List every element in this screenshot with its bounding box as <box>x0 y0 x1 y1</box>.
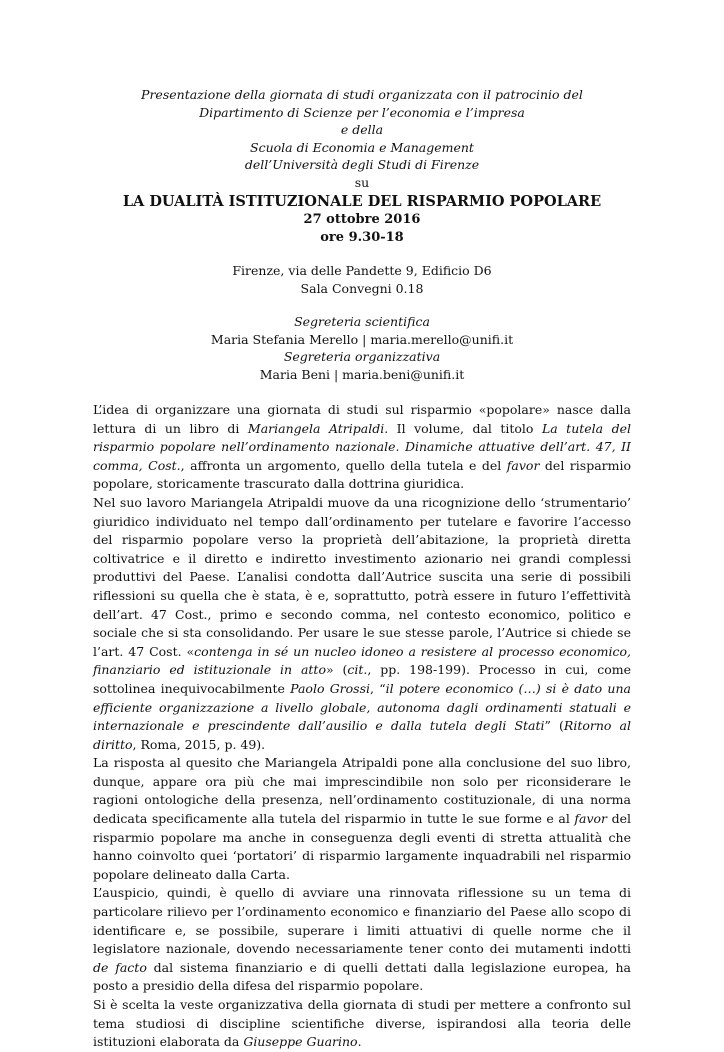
event-time: ore 9.30-18 <box>320 229 404 245</box>
paragraph-5: Si è scelta la veste organizzativa della giornata di studi per mettere a confronto sul tema studiosi di discipline scientifiche diverse, ispirandosi alla teoria delle istituzioni elaborata da Giuseppe Guarino. <box>93 997 631 1050</box>
sponsor-line: Presentazione della giornata di studi organizzata con il patrocinio del <box>141 87 583 102</box>
event-date: 27 ottobre 2016 <box>303 212 421 227</box>
paragraph-2: Nel suo lavoro Mariangela Atripaldi muove da una ricognizione dello ‘strumentario’ giuridico individuato nel tempo dall’ordinamento per tutelare e favorire l’accesso del risparmio popolare verso la proprietà dell’abitazione, la proprietà diretta coltivatrice e il diretto e indiretto investimento azionario nei grandi complessi produttivi del Paese. L’analisi condotta dall’Autrice suscita una serie di possibili riflessioni su quella che è stata, è e, soprattutto, potrà essere in futuro l’effettività dell’art. 47 Cost., primo e secondo comma, nel contesto economico, politico e sociale che si sta consolidando. Per usare le sue stesse parole, l’Autrice si chiede se l’art. 47 Cost. «contenga in sé un nucleo idoneo a resistere al processo economico, finanziario ed istituzionale in atto» (cit., pp. 198-199). Processo in cui, come sottolinea inequivocabilmente Paolo Grossi, “il potere economico (…) si è dato una efficiente organizzazione a livello globale, autonoma dagli ordinamenti statuali e internazionale e prescindente dall’ausilio e dalla tutela degli Stati” (Ritorno al diritto, Roma, 2015, p. 49). <box>93 494 631 752</box>
event-header <box>93 86 631 383</box>
conjunction-line: e della <box>340 122 384 137</box>
event-title: LA DUALITÀ ISTITUZIONALE DEL RISPARMIO POPOLARE <box>122 193 602 210</box>
scientific-secretariat-contact: Maria Stefania Merello | maria.merello@unifi.it <box>210 331 514 347</box>
event-room: Sala Convegni 0.18 <box>300 280 424 296</box>
organizing-secretariat-label: Segreteria organizzativa <box>283 349 441 364</box>
event-address: Firenze, via delle Pandette 9, Edificio D6 <box>232 263 492 278</box>
paragraph-1: L’idea di organizzare una giornata di studi sul risparmio «popolare» nasce dalla lettura di un libro di Mariangela Atripaldi. Il volume, dal titolo La tutela del risparmio popolare nell’ordinamento nazionale. Dinamiche attuative dell’art. 47, II comma, Cost., affronta un argomento, quello della tutela e del favor del risparmio popolare, storicamente trascurato dalla dottrina giuridica. <box>93 402 632 492</box>
paragraph-3: La risposta al quesito che Mariangela Atripaldi pone alla conclusione del suo libro, dunque, appare ora più che mai imprescindibile non solo per riconsiderare le ragioni ontologiche della presenza, nell’ordinamento costituzionale, di una norma dedicata specificamente alla tutela del risparmio in tutte le sue forme e al favor del risparmio popolare ma anche in conseguenza degli eventi di stretta attualità che hanno coinvolto quei ‘portatori’ di risparmio largamente inquadrabili nel risparmio popolare delineato dalla Carta. <box>93 755 632 882</box>
university-line: dell’Università degli Studi di Firenze <box>244 157 480 172</box>
paragraph-4: L’auspicio, quindi, è quello di avviare una rinnovata riflessione su un tema di particolare rilievo per l’ordinamento economico e finanziario del Paese allo scopo di identificare e, se possibile, superare i limiti attuativi di quelle norme che il legislatore nazionale, dovendo necessariamente tener conto dei mutamenti indotti de facto dal sistema finanziario e di quelli dettati dalla legislazione europea, ha posto a presidio della difesa del risparmio popolare. <box>93 885 631 994</box>
school-line: Scuola di Economia e Management <box>250 139 474 155</box>
document-body <box>93 401 631 1052</box>
department-line: Dipartimento di Scienze per l’economia e l’impresa <box>199 104 525 120</box>
scientific-secretariat-label: Segreteria scientifica <box>294 314 430 329</box>
organizing-secretariat-contact: Maria Beni | maria.beni@unifi.it <box>259 366 465 382</box>
su-line: su <box>354 174 370 190</box>
